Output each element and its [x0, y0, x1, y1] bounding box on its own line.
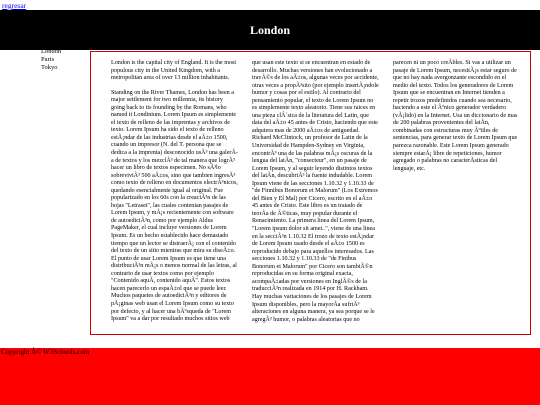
nav-item-paris[interactable]: Paris: [41, 56, 54, 63]
back-link[interactable]: regresar: [2, 1, 27, 10]
copyright-text: Copyright Â© W3Schools.com: [1, 348, 90, 356]
city-nav: [41, 48, 81, 72]
nav-item-london[interactable]: London: [41, 48, 62, 55]
page-header: [0, 10, 540, 50]
page-title: London: [249, 22, 291, 37]
article-body: [111, 60, 520, 326]
article-paragraph-body: Standing on the River Thames, London has been a major settlement for two millennia, its history going back to its founding by the Romans, who named it Londinium. Lorem Ipsum es simplemente el texto de relleno de las imprentas y archivos de texto. Lorem Ipsum ha sido el texto de relleno estÃ¡ndar de las industrias desde el aÃ±o 1500, cuando un impresor (N. del T. persona que se dedica a la imprenta) desconocido usÃ³ una galerÃa de textos y los mezclÃ³ de tal manera que logrÃ³ hacer un libro de textos especimen. No sÃ³lo sobreviviÃ³ 500 aÃ±os, sino que tambien ingresÃ³ como texto de relleno en documentos electrÃ³nicos, quedando esencialmente igual al original. Fue popularizado en los 60s con la creaciÃ³n de las hojas "Letraset", las cuales contenian pasajes de Lorem Ipsum, y mÃ¡s recientemente con software de autoediciÃ³n, como por ejemplo Aldus PageMaker, el cual incluye versiones de Lorem Ipsum. Es un hecho establecido hace demasiado tiempo que un lector se distraerÃ¡ con el contenido del texto de un sitio mientras que mira su diseÃ±o. El punto de usar Lorem Ipsum es que tiene una distribuciÃ³n mÃ¡s o menos normal de las letras, al contrario de usar textos como por ejemplo "Contenido aquÃ, contenido aquÃ". Estos textos hacen parecerlo un espaÃ±ol que se puede leer. Muchos paquetes de autoediciÃ³n y editores de pÃ¡ginas web usan el Lorem Ipsum como su texto por defecto, y al hacer una bÃºsqueda de "Lorem Ipsum" va a dar por resultado muchos sitios web que usan este texto si se encuentran en estado de desarrollo. Muchas versiones han evolucionado a travÃ©s de los aÃ±os, algunas veces por accidente, otras veces a propÃ³sito (por ejemplo insertÃ¡ndole humor y cosas por el estilo). Al contrario del pensamiento popular, el texto de Lorem Ipsum no es simplemente texto aleatorio. Tiene sus raices en una pieza clÂ´sica de la literatura del Latin, que data del aÃ±o 45 antes de Cristo, haciendo que este adquiera mas de 2000 aÃ±os de antiguedad. Richard McClintock, un profesor de Latin de la Universidad de Hampden-Sydney en Virginia, encontrÃ³ una de las palabras mÃ¡s oscuras de la lengua del latÃn, "consecteur", en un pasaje de Lorem Ipsum, y al seguir leyendo distintos textos del latÃn, descubriÃ³ la fuente indudable. Lorem Ipsum viene de las secciones 1.10.32 y 1.10.33 de "de Finnibus Bonorum et Malorum" (Los Extremos del Bien y El Mal) por Cicero, escrito en el aÃ±o 45 antes de Cristo. Este libro es un tratado de teorÃa de Ã©ticas, muy popular durante el Renacimiento. La primera linea del Lorem Ipsum, "Lorem ipsum dolor sit amet..", viene de una linea en la secciÃ³n 1.10.32 El trozo de texto estÃ¡ndar de Lorem Ipsum usado desde el aÃ±o 1500 es reproducido debajo para aquellos interesados. Las secciones 1.10.32 y 1.10.33 de "de Finibus Bonorum et Malorum" por Cicero son tambiÃ©n reproducidas en su forma original exacta, acompaÃ±adas por versiones en InglÃ©s de la traducciÃ³n realizada en 1914 por H. Rackham. Hay muchas variaciones de los pasajes de Lorem Ipsum disponibles, pero la mayorÃa sufriÃ³ alteraciones en alguna manera, ya sea porque se le agregÃ³ humor, o palabras aleatorias que no parecen ni un poco creÃbles. Si vas a utilizar un pasaje de Lorem Ipsum, necesitÃ¡s estar seguro de que no hay nada avergonzante escondido en el medio del texto. Todos los generadores de Lorem Ipsum que se encuentran en Internet tienden a repetir trozos predefinidos cuando sea necesario, haciendo a este el Ãºnico generador verdadero (vÃ¡lido) en la Internet. Usa un diccionario de mas de 200 palabras provenientes del latÃn, combinadas con estructuras muy Ãºtiles de sentencias, para generar texto de Lorem Ipsum que parezca razonable. Este Lorem Ipsum generado siempre estarÃ¡ libre de repeticiones, humor agregado o palabras no caracterÃsticas del lenguaje, etc.: [111, 60, 518, 323]
nav-item-tokyo[interactable]: Tokyo: [41, 64, 58, 71]
page-footer: [0, 348, 540, 405]
article-box: [90, 51, 531, 335]
article-paragraph-intro: London is the capital city of England. It is the most populous city in the United Kingdom, with a metropolitan area of over 13 million inhabitants.: [111, 60, 237, 82]
